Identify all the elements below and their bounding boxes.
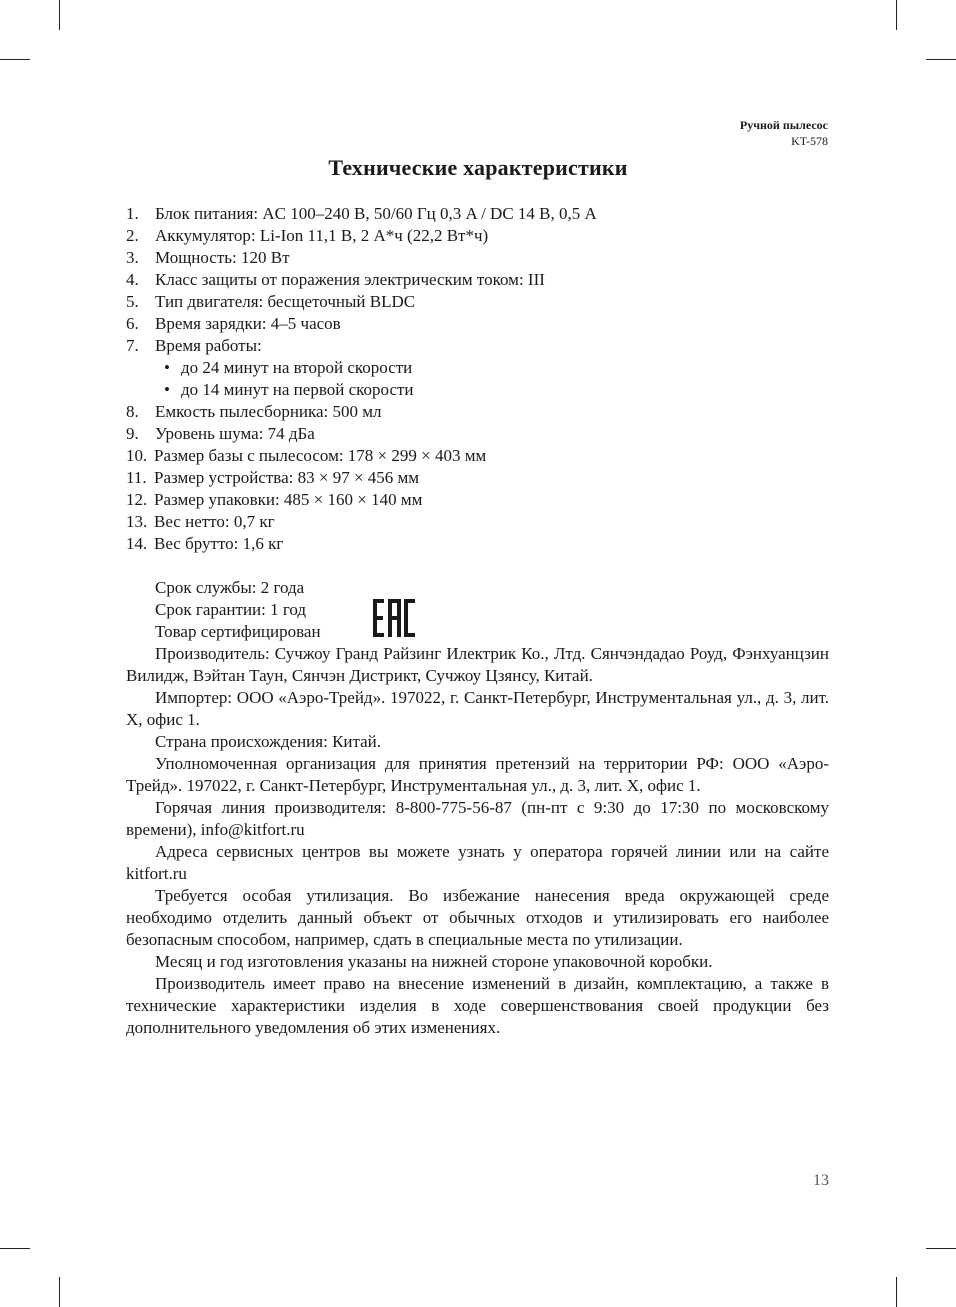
hotline-paragraph: Горячая линия производителя: 8-800-775-56-87 (пн-пт с 9:30 до 17:30 по московскому времени), info@kitfort.ru	[126, 798, 829, 839]
legal-info	[126, 643, 829, 1039]
work-time-bullet: • до 14 минут на первой скорости	[164, 380, 414, 399]
crop-mark-top-right-v	[896, 0, 897, 30]
origin-paragraph: Страна происхождения: Китай.	[155, 732, 382, 751]
disposal-paragraph: Требуется особая утилизация. Во избежание нанесения вреда окружающей среде необходимо отделить данный объект от обычных отходов и утилизировать его наиболее безопасным способом, например, сдать в специальные места по утилизации.	[126, 886, 829, 949]
header-product: Ручной пылесос	[739, 118, 828, 132]
importer-paragraph: Импортер: ООО «Аэро-Трейд». 197022, г. Санкт-Петербург, Инструментальная ул., д. 3, лит. Х, офис 1.	[126, 688, 829, 729]
crop-mark-bottom-left-h	[0, 1248, 30, 1249]
manufacture-date-paragraph: Месяц и год изготовления указаны на нижней стороне упаковочной коробки.	[155, 952, 713, 971]
spec-item: 6. Время зарядки: 4–5 часов	[126, 314, 341, 333]
manufacturer-paragraph: Производитель: Сучжоу Гранд Райзинг Илектрик Ко., Лтд. Сянчэндадао Роуд, Фэнхуанцзин Вилидж, Вэйтан Таун, Сянчэн Дистрикт, Сучжоу Цзянсу, Китай.	[126, 644, 829, 685]
page-title: Технические характеристики	[328, 155, 628, 180]
spec-item: 4. Класс защиты от поражения электрическим током: III	[126, 270, 545, 289]
spec-item: 2. Аккумулятор: Li-Ion 11,1 В, 2 А*ч (22,2 Вт*ч)	[126, 226, 489, 245]
bullet-icon: •	[164, 358, 170, 377]
spec-item: 1. Блок питания: AC 100–240 В, 50/60 Гц 0,3 A / DC 14 В, 0,5 A	[126, 204, 597, 223]
spec-item: 10. Размер базы с пылесосом: 178 × 299 × 403 мм	[126, 446, 487, 465]
header-model: KT-578	[791, 134, 828, 148]
crop-mark-top-left-v	[59, 0, 60, 30]
crop-mark-bottom-right-h	[926, 1248, 956, 1249]
spec-item: 8. Емкость пылесборника: 500 мл	[126, 402, 382, 421]
service-centers-paragraph: Адреса сервисных центров вы можете узнать у оператора горячей линии или на сайте kitfort.ru	[126, 842, 829, 883]
specs-list	[126, 203, 846, 555]
bullet-icon: •	[164, 380, 170, 399]
crop-mark-bottom-left-v	[59, 1277, 60, 1307]
service-life: Срок службы: 2 года	[155, 578, 305, 597]
spec-item: 13. Вес нетто: 0,7 кг	[126, 512, 275, 531]
spec-item: 14. Вес брутто: 1,6 кг	[126, 534, 284, 553]
page-number: 13	[813, 1172, 829, 1189]
work-time-bullet: • до 24 минут на второй скорости	[164, 358, 413, 377]
crop-mark-bottom-right-v	[896, 1277, 897, 1307]
warranty-period: Срок гарантии: 1 год	[155, 600, 307, 619]
crop-mark-top-left-h	[0, 59, 30, 60]
running-header	[740, 117, 828, 149]
spec-item: 5. Тип двигателя: бесщеточный BLDC	[126, 292, 416, 311]
crop-mark-top-right-h	[926, 59, 956, 60]
spec-item: 12. Размер упаковки: 485 × 160 × 140 мм	[126, 490, 423, 509]
product-meta	[155, 577, 321, 643]
certification: Товар сертифицирован	[155, 622, 321, 641]
spec-item: 11. Размер устройства: 83 × 97 × 456 мм	[126, 468, 420, 487]
authorized-org-paragraph: Уполномоченная организация для принятия претензий на территории РФ: ООО «Аэро-Трейд». 197022, г. Санкт-Петербург, Инструментальная ул., д. 3, лит. Х, офис 1.	[126, 754, 829, 795]
spec-item: 7. Время работы:	[126, 336, 262, 355]
changes-disclaimer-paragraph: Производитель имеет право на внесение изменений в дизайн, комплектацию, а также в технические характеристики изделия в ходе совершенствования своей продукции без дополнительного уведомления об этих изменениях.	[126, 974, 829, 1037]
spec-item: 3. Мощность: 120 Вт	[126, 248, 290, 267]
eac-mark-icon	[372, 598, 416, 638]
spec-item: 9. Уровень шума: 74 дБа	[126, 424, 315, 443]
